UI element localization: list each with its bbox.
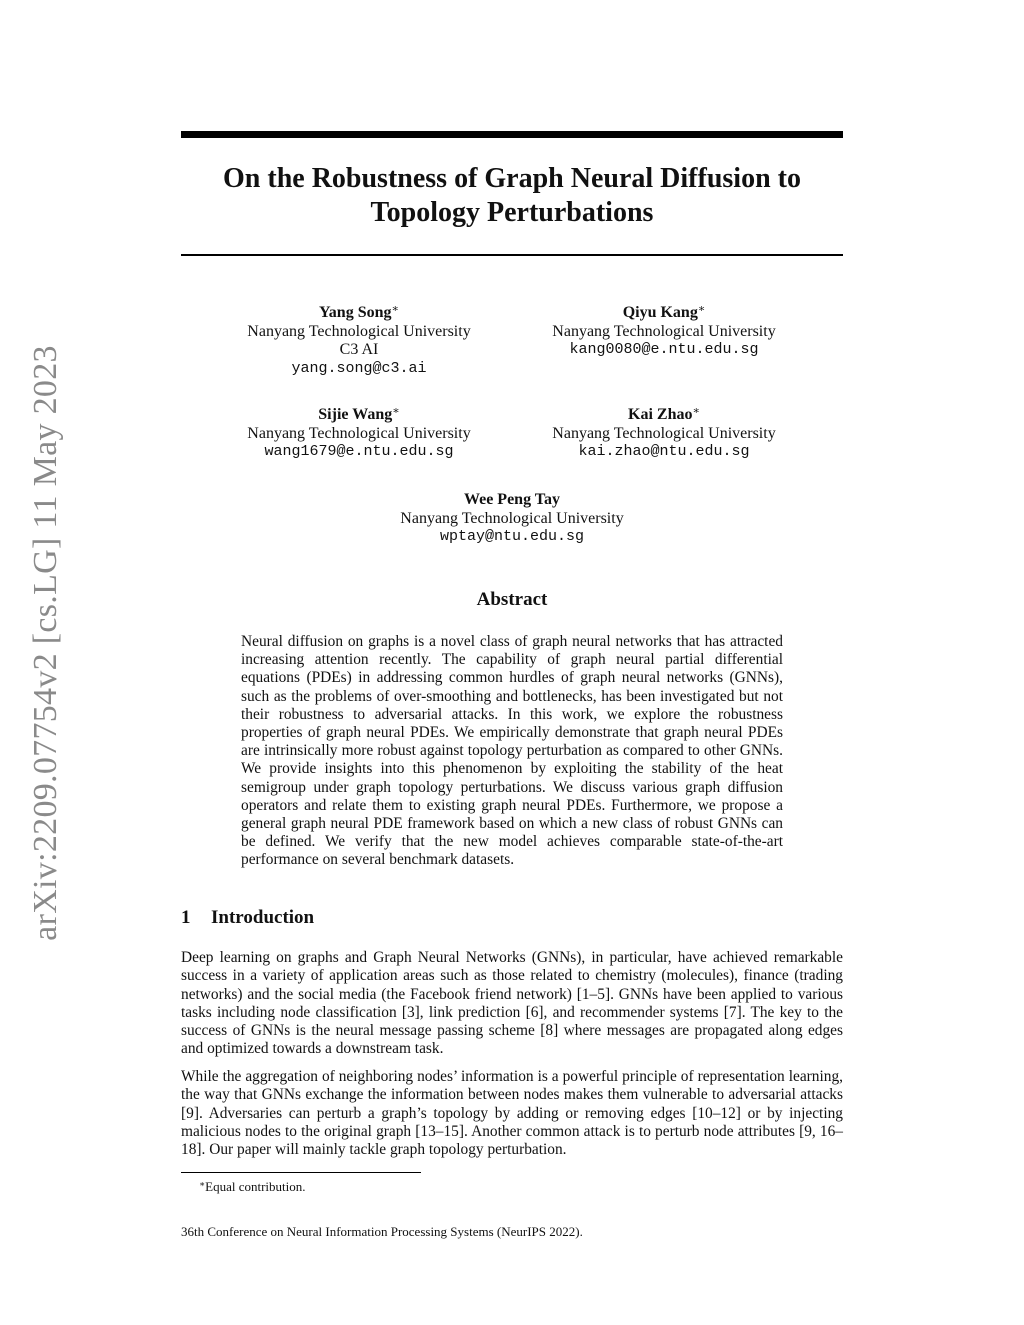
- author-affiliation: Nanyang Technological University: [552, 424, 776, 442]
- abstract-heading: Abstract: [476, 589, 548, 610]
- author-block: [362, 487, 662, 547]
- author-email: wptay@ntu.edu.sg: [439, 528, 585, 545]
- author-block: [209, 402, 509, 462]
- title-bottom-rule: [181, 254, 843, 256]
- paper-title: [181, 162, 843, 230]
- author-name: Yang Song∗: [319, 303, 399, 321]
- author-name: Wee Peng Tay: [463, 491, 560, 508]
- author-name: Qiyu Kang∗: [622, 303, 706, 321]
- title-line-2: Topology Perturbations: [370, 197, 654, 228]
- footnote: [199, 1176, 306, 1195]
- author-email: wang1679@e.ntu.edu.sg: [264, 443, 454, 460]
- venue-footer: 36th Conference on Neural Information Processing Systems (NeurIPS 2022).: [181, 1224, 583, 1239]
- author-block: [514, 402, 814, 462]
- footnote-rule: [181, 1172, 421, 1173]
- title-line-1: On the Robustness of Graph Neural Diffusion to: [223, 163, 801, 194]
- paragraph: Deep learning on graphs and Graph Neural Networks (GNNs), in particular, have achieved remarkable success in a variety of application areas such as those related to chemistry (molecules), finance (trading networks) and the social media (the Facebook friend network) [1–5]. GNNs have been applied to various tasks including node classification [3], link prediction [6], and recommender systems [7]. The key to the success of GNNs is the neural message passing scheme [8] where messages are propagated along edges and optimized towards a downstream task.: [181, 949, 843, 1058]
- author-block: [209, 300, 509, 378]
- author-affiliation: Nanyang Technological University: [400, 509, 624, 527]
- footnote-mark: ∗: [199, 1179, 206, 1189]
- abstract-text: Neural diffusion on graphs is a novel class of graph neural networks that has attracted increasing attention recently. The capability of graph neural partial differential equations (PDEs) in addressing common hurdles of graph neural networks (GNNs), such as the problems of over-smoothing and bottlenecks, has been investigated but not their robustness to adversarial attacks. In this work, we explore the robustness properties of graph neural PDEs. We empirically demonstrate that graph neural PDEs are intrinsically more robust against topology perturbation as compared to other GNNs. We provide insights into this phenomenon by exploiting the stability of the heat semigroup under graph topology perturbations. We discuss various graph diffusion operators and relate them to existing graph neural PDEs. Furthermore, we propose a general graph neural PDE framework based on which a new class of robust GNNs can be defined. We verify that the new model achieves comparable state-of-the-art performance on several benchmark datasets.: [241, 633, 783, 869]
- section-number: 1: [181, 907, 191, 928]
- author-affiliation: C3 AI: [339, 341, 379, 358]
- author-affiliation: Nanyang Technological University: [247, 424, 471, 442]
- title-top-rule: [181, 131, 843, 138]
- arxiv-stamp: arXiv:2209.07754v2 [cs.LG] 11 May 2023: [27, 345, 64, 941]
- section-title: Introduction: [211, 907, 315, 928]
- section-heading: [181, 906, 314, 930]
- author-block: [514, 300, 814, 360]
- author-name: Kai Zhao∗: [628, 405, 700, 423]
- author-email: kai.zhao@ntu.edu.sg: [578, 443, 750, 460]
- author-email: yang.song@c3.ai: [291, 359, 427, 377]
- footnote-text: Equal contribution.: [205, 1179, 306, 1194]
- author-affiliation: Nanyang Technological University: [247, 322, 471, 340]
- author-name: Sijie Wang∗: [318, 405, 400, 423]
- author-affiliation: Nanyang Technological University: [552, 322, 776, 340]
- author-email: kang0080@e.ntu.edu.sg: [569, 341, 759, 358]
- paragraph: While the aggregation of neighboring nodes’ information is a powerful principle of representation learning, the way that GNNs exchange the information between nodes makes them vulnerable to adversarial attacks [9]. Adversaries can perturb a graph’s topology by adding or removing edges [10–12] or by injecting malicious nodes to the original graph [13–15]. Another common attack is to perturb node attributes [9, 16–18]. Our paper will mainly tackle graph topology perturbation.: [181, 1068, 843, 1159]
